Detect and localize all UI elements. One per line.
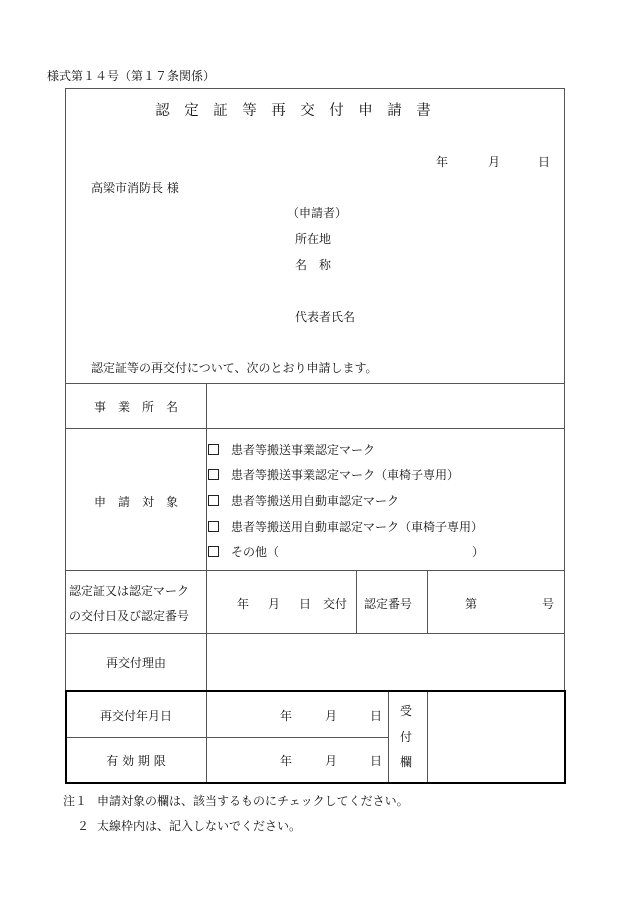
validity-month: 月 — [325, 754, 338, 768]
reception-char: 受 — [400, 704, 413, 718]
applicant-heading: （申請者） — [287, 206, 348, 220]
validity-year: 年 — [280, 754, 293, 768]
target-option[interactable]: 患者等搬送事業認定マーク — [208, 441, 375, 458]
reissue-day: 日 — [370, 709, 383, 723]
validity-label: 有 効 期 限 — [106, 754, 166, 768]
validity-day: 日 — [370, 754, 383, 768]
note-text: 太線枠内は、記入しないでください。 — [97, 819, 302, 833]
date-year: 年 — [436, 155, 449, 169]
cert-label-line1: 認定証又は認定マーク — [69, 584, 190, 598]
number-suffix: 号 — [542, 597, 555, 611]
addressee: 高梁市消防長 様 — [91, 181, 179, 195]
form-number: 様式第１４号（第１７条関係） — [47, 69, 216, 83]
note-text: 申請対象の欄は、該当するものにチェックしてください。 — [97, 794, 409, 808]
location-label: 所在地 — [295, 232, 332, 246]
issued-label: 交付 — [323, 597, 348, 611]
checkbox[interactable] — [208, 521, 219, 532]
issue-day: 日 — [299, 597, 312, 611]
issue-year: 年 — [237, 597, 250, 611]
target-option[interactable]: 患者等搬送事業認定マーク（車椅子専用） — [208, 466, 459, 483]
name-label: 名 称 — [295, 258, 332, 272]
checkbox[interactable] — [208, 444, 219, 455]
divider — [65, 428, 565, 429]
number-prefix: 第 — [465, 597, 478, 611]
note-prefix: 注１ — [63, 794, 88, 808]
checkbox[interactable] — [208, 546, 219, 557]
divider — [356, 570, 357, 633]
divider — [427, 570, 428, 633]
reissue-date-label: 再交付年月日 — [99, 709, 172, 723]
target-option[interactable]: 患者等搬送用自動車認定マーク（車椅子専用） — [208, 518, 483, 535]
thick-frame — [65, 690, 566, 784]
reason-field[interactable] — [207, 634, 564, 689]
representative-label: 代表者氏名 — [295, 310, 356, 324]
office-name-field[interactable] — [207, 384, 564, 427]
checkbox[interactable] — [208, 495, 219, 506]
reissue-year: 年 — [280, 709, 293, 723]
cert-label-line2: の交付日及び認定番号 — [69, 609, 190, 623]
reason-label: 再交付理由 — [105, 656, 166, 670]
divider — [65, 570, 565, 571]
reception-char: 付 — [400, 730, 413, 744]
target-option[interactable]: 患者等搬送用自動車認定マーク — [208, 492, 399, 509]
date-day: 日 — [538, 155, 551, 169]
note-prefix: ２ — [77, 819, 90, 833]
date-month: 月 — [488, 155, 501, 169]
intro-text: 認定証等の再交付について、次のとおり申請します。 — [91, 361, 378, 375]
cert-number-label: 認定番号 — [364, 597, 413, 611]
reissue-month: 月 — [325, 709, 338, 723]
office-name-label: 事 業 所 名 — [93, 400, 178, 414]
target-option-other[interactable]: その他（ — [208, 543, 279, 560]
issue-month: 月 — [268, 597, 281, 611]
target-label: 申 請 対 象 — [93, 495, 178, 509]
checkbox[interactable] — [208, 469, 219, 480]
reception-char: 欄 — [400, 755, 413, 769]
page-title: 認 定 証 等 再 交 付 申 請 書 — [155, 103, 431, 119]
other-close-paren: ） — [472, 545, 485, 559]
